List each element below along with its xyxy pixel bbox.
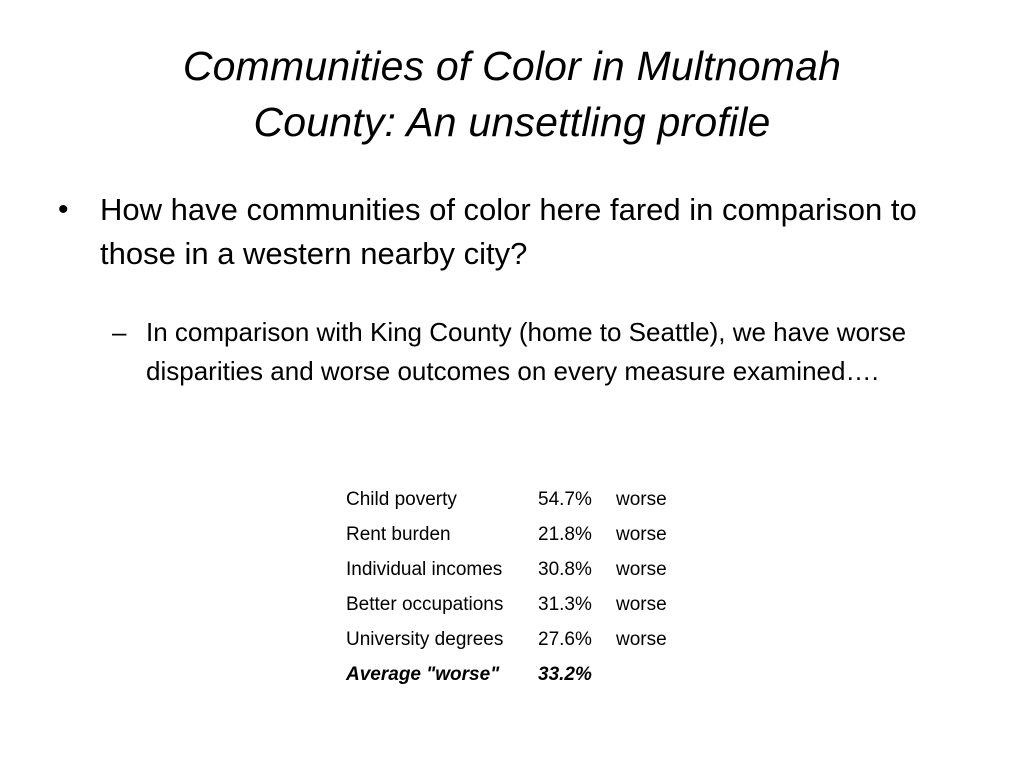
bullet-marker-icon: • bbox=[58, 193, 69, 226]
row-word: worse bbox=[616, 628, 667, 650]
row-label: Individual incomes bbox=[346, 558, 503, 580]
sub-bullet-text: In comparison with King County (home to Seattle), we have worse disparities and worse outcomes on every measure examined…. bbox=[146, 317, 907, 386]
row-value: 54.7% bbox=[538, 488, 592, 510]
table-row bbox=[346, 517, 696, 552]
row-label: Better occupations bbox=[346, 593, 504, 615]
row-value: 21.8% bbox=[538, 523, 592, 545]
bullet-item bbox=[58, 188, 958, 276]
row-word: worse bbox=[616, 488, 667, 510]
table-row bbox=[346, 552, 696, 587]
average-label: Average "worse" bbox=[346, 663, 500, 685]
average-row bbox=[346, 657, 696, 692]
row-value: 30.8% bbox=[538, 558, 592, 580]
dash-marker-icon: – bbox=[112, 317, 127, 347]
slide-title bbox=[60, 38, 964, 150]
row-value: 27.6% bbox=[538, 628, 592, 650]
row-word: worse bbox=[616, 523, 667, 545]
slide-title-line-1: Communities of Color in Multnomah bbox=[182, 43, 842, 89]
row-label: University degrees bbox=[346, 628, 504, 650]
table-row bbox=[346, 587, 696, 622]
slide-title-line-2: County: An unsettling profile bbox=[253, 99, 771, 145]
row-word: worse bbox=[616, 558, 667, 580]
row-value: 31.3% bbox=[538, 593, 592, 615]
sub-bullet-item bbox=[112, 313, 992, 391]
row-label: Rent burden bbox=[346, 523, 451, 545]
table-row bbox=[346, 622, 696, 657]
row-label: Child poverty bbox=[346, 488, 457, 510]
row-word: worse bbox=[616, 593, 667, 615]
average-empty-cell bbox=[616, 657, 696, 692]
disparities-table bbox=[346, 482, 696, 692]
average-value: 33.2% bbox=[538, 663, 592, 685]
bullet-text: How have communities of color here fared in comparison to those in a western nearby city? bbox=[100, 192, 917, 271]
table-row bbox=[346, 482, 696, 517]
